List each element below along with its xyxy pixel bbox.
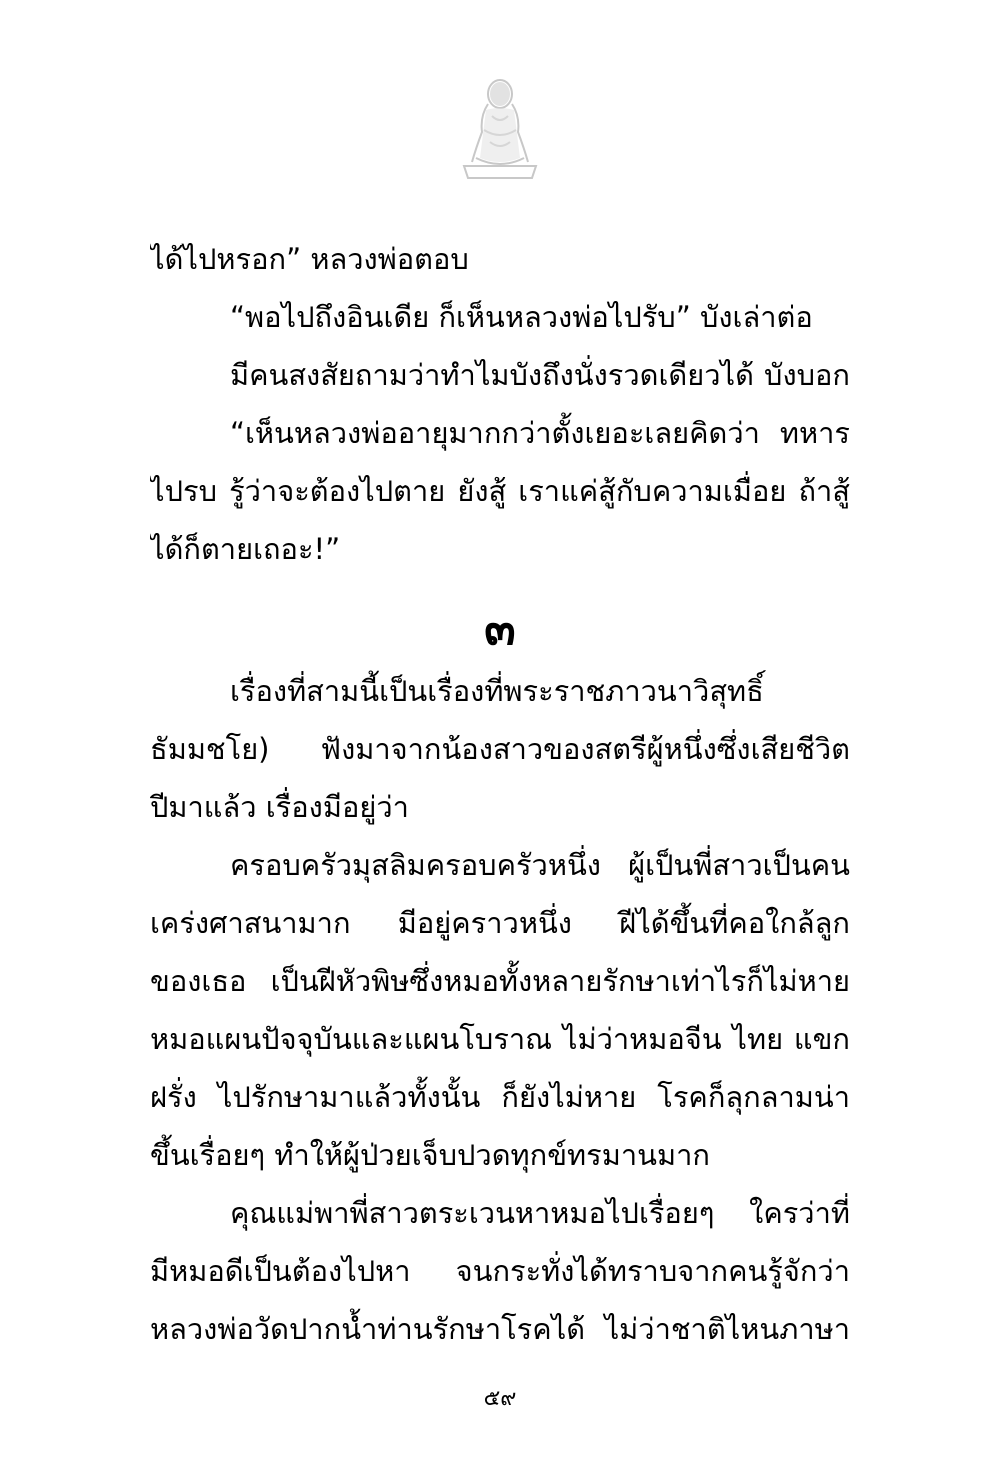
text-line: ได้ก็ตายเถอะ!” xyxy=(150,532,341,566)
text-line: ปีมาแล้ว เรื่องมีอยู่ว่า xyxy=(150,790,409,824)
text-line: “พอไปถึงอินเดีย ก็เห็นหลวงพ่อไปรับ” บังเล่าต่อ xyxy=(230,300,813,334)
text-line: ขึ้นเรื่อยๆ ทำให้ผู้ป่วยเจ็บปวดทุกข์ทรมานมาก xyxy=(150,1138,710,1172)
text-line: มีคนสงสัยถามว่าทำไมบังถึงนั่งรวดเดียวได้ บังบอก xyxy=(230,358,850,392)
text-line: ของเธอ เป็นฝีหัวพิษซึ่งหมอทั้งหลายรักษาเท่าไรก็ไม่หาย xyxy=(150,964,850,998)
page-number: ๕๙ xyxy=(483,1386,517,1411)
text-line: ธัมมชโย) ฟังมาจากน้องสาวของสตรีผู้หนึ่งซึ่งเสียชีวิต xyxy=(150,732,850,766)
text-line: หมอแผนปัจจุบันและแผนโบราณ ไม่ว่าหมอจีน ไทย แขก xyxy=(150,1022,850,1056)
monk-portrait-icon xyxy=(450,70,550,186)
text-line: หลวงพ่อวัดปากน้ำท่านรักษาโรคได้ ไม่ว่าชาติไหนภาษา xyxy=(150,1312,850,1346)
section-number: ๓ xyxy=(484,601,516,655)
text-line: เรื่องที่สามนี้เป็นเรื่องที่พระราชภาวนาวิสุทธิ์ xyxy=(230,674,764,708)
text-line: ฝรั่ง ไปรักษามาแล้วทั้งนั้น ก็ยังไม่หาย โรคก็ลุกลามน่า xyxy=(150,1080,850,1114)
text-line: เคร่งศาสนามาก มีอยู่คราวหนึ่ง ฝีได้ขึ้นที่คอใกล้ลูก xyxy=(150,906,850,940)
text-line: ครอบครัวมุสลิมครอบครัวหนึ่ง ผู้เป็นพี่สาวเป็นคน xyxy=(230,848,850,882)
text-line: “เห็นหลวงพ่ออายุมากกว่าตั้งเยอะเลยคิดว่า ทหาร xyxy=(230,416,850,450)
paragraph-block-top xyxy=(150,230,850,578)
text-line: คุณแม่พาพี่สาวตระเวนหาหมอไปเรื่อยๆ ใครว่าที่ xyxy=(230,1196,850,1230)
text-line: ไปรบ รู้ว่าจะต้องไปตาย ยังสู้ เราแค่สู้กับความเมื่อย ถ้าสู้ xyxy=(150,474,850,508)
text-line: มีหมอดีเป็นต้องไปหา จนกระทั่งได้ทราบจากคนรู้จักว่า xyxy=(150,1254,850,1288)
text-line: ได้ไปหรอก” หลวงพ่อตอบ xyxy=(150,242,469,276)
paragraph-block-bottom xyxy=(150,662,850,1358)
